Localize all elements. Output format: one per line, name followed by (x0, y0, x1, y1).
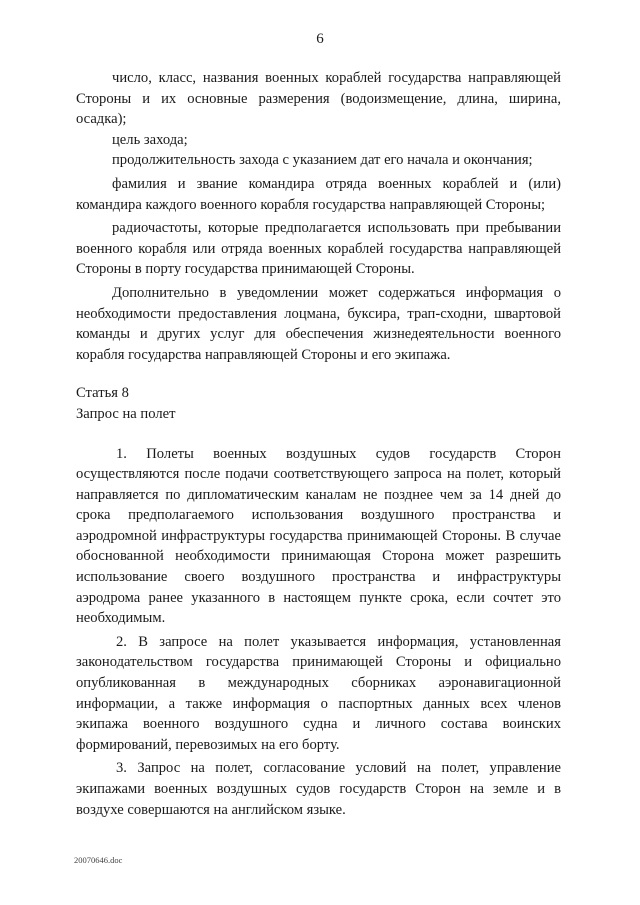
page-number: 6 (316, 31, 324, 47)
paragraph: число, класс, названия военных кораблей государства направляющей Стороны и их основные размерения (водоизмещение, длина, ширина, осадка); (76, 70, 561, 128)
article-title: Запрос на полет (76, 405, 176, 422)
article-number: Статья 8 (76, 385, 129, 402)
paragraph: продолжительность захода с указанием дат его начала и окончания; (112, 152, 533, 169)
paragraph: фамилия и звание командира отряда военных кораблей и (или) командира каждого военного корабля государства направляющей Стороны; (76, 175, 561, 213)
paragraph: радиочастоты, которые предполагается использовать при пребывании военного корабля или отряда военных кораблей государства направляющей Стороны в порту государства принимающей Стороны. (76, 220, 561, 278)
document-body (76, 68, 561, 820)
paragraph: 3. Запрос на полет, согласование условий на полет, управление экипажами военных воздушных судов государств Сторон на земле и в воздухе совершаются на английском языке. (76, 760, 561, 818)
paragraph: Дополнительно в уведомлении может содержаться информация о необходимости предоставления лоцмана, буксира, трап-сходни, швартовой команды и других услуг для обеспечения жизнедеятельности военного корабля государства направляющей Стороны и его экипажа. (76, 284, 561, 363)
paragraph: 2. В запросе на полет указывается информация, установленная законодательством государства принимающей Стороны и официально опубликованная в международных сборниках аэронавигационной информации, а также информация о паспортных данных всех членов экипажа военного воздушного судна и личного состава воинских формирований, перевозимых на его борту. (76, 633, 561, 753)
file-name-footer: 20070646.doc (74, 855, 123, 865)
paragraph: цель захода; (112, 131, 188, 148)
paragraph: 1. Полеты военных воздушных судов государств Сторон осуществляются после подачи соответствующего запроса на полет, который направляется по дипломатическим каналам не позднее чем за 14 дней до срока предполагаемого использования воздушного пространства и аэродромной инфраструктуры государства принимающей Стороны. В случае обоснованной необходимости принимающая Сторона может разрешить использование своего воздушного пространства и инфраструктуры аэродрома ранее указанного в настоящем пункте срока, если сочтет это необходимым. (76, 445, 561, 627)
